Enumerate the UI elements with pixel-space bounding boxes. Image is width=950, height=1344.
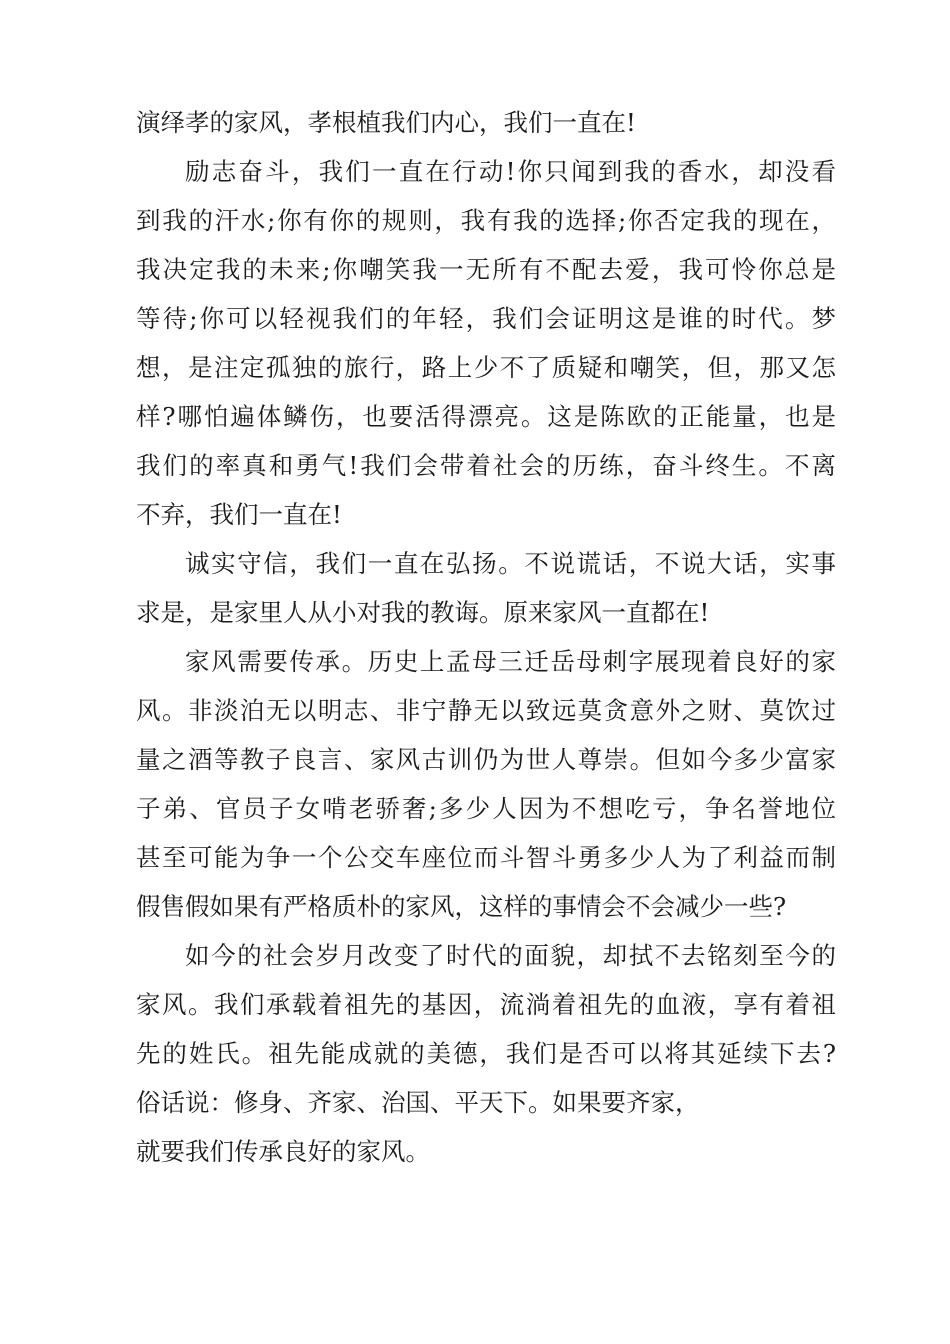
text-line: 甚至可能为争一个公交车座位而斗智斗勇多少人为了利益而制: [136, 843, 836, 872]
text-line: 就要我们传承良好的家风。: [136, 1137, 430, 1166]
text-line: 先的姓氏。祖先能成就的美德，我们是否可以将其延续下去?: [136, 1039, 836, 1068]
paragraph-p0: [136, 98, 836, 147]
text-line: 如今的社会岁月改变了时代的面貌，却拭不去铭刻至今的: [185, 941, 836, 970]
text-line: 到我的汗水;你有你的规则，我有我的选择;你否定我的现在，: [136, 206, 836, 235]
text-line: 家风需要传承。历史上孟母三迁岳母刺字展现着良好的家: [185, 647, 836, 676]
text-line: 求是，是家里人从小对我的教诲。原来家风一直都在!: [136, 598, 710, 627]
document-body: [136, 98, 836, 1176]
text-line: 不弃，我们一直在!: [136, 500, 342, 529]
text-line: 量之酒等教子良言、家风古训仍为世人尊崇。但如今多少富家: [136, 745, 836, 774]
text-line: 我决定我的未来;你嘲笑我一无所有不配去爱，我可怜你总是: [136, 255, 836, 284]
paragraph-p4: [136, 931, 836, 1176]
text-line: 俗话说：修身、齐家、治国、平天下。如果要齐家，: [136, 1088, 700, 1117]
text-line: 我们的率真和勇气!我们会带着社会的历练，奋斗终生。不离: [136, 451, 836, 480]
text-line: 风。非淡泊无以明志、非宁静无以致远莫贪意外之财、莫饮过: [136, 696, 836, 725]
paragraph-p2: [136, 539, 836, 637]
text-line: 子弟、官员子女啃老骄奢;多少人因为不想吃亏，争名誉地位: [136, 794, 836, 823]
text-line: 样?哪怕遍体鳞伤，也要活得漂亮。这是陈欧的正能量，也是: [136, 402, 836, 431]
text-line: 等待;你可以轻视我们的年轻，我们会证明这是谁的时代。梦: [136, 304, 836, 333]
text-line: 想，是注定孤独的旅行，路上少不了质疑和嘲笑，但，那又怎: [136, 353, 836, 382]
paragraph-p3: [136, 637, 836, 931]
text-line: 励志奋斗，我们一直在行动!你只闻到我的香水，却没看: [185, 157, 836, 186]
paragraph-p1: [136, 147, 836, 539]
text-line: 假售假如果有严格质朴的家风，这样的事情会不会减少一些?: [136, 892, 787, 921]
text-line: 诚实守信，我们一直在弘扬。不说谎话，不说大话，实事: [185, 549, 836, 578]
text-line: 演绎孝的家风，孝根植我们内心，我们一直在!: [136, 108, 636, 137]
text-line: 家风。我们承载着祖先的基因，流淌着祖先的血液，享有着祖: [136, 990, 836, 1019]
